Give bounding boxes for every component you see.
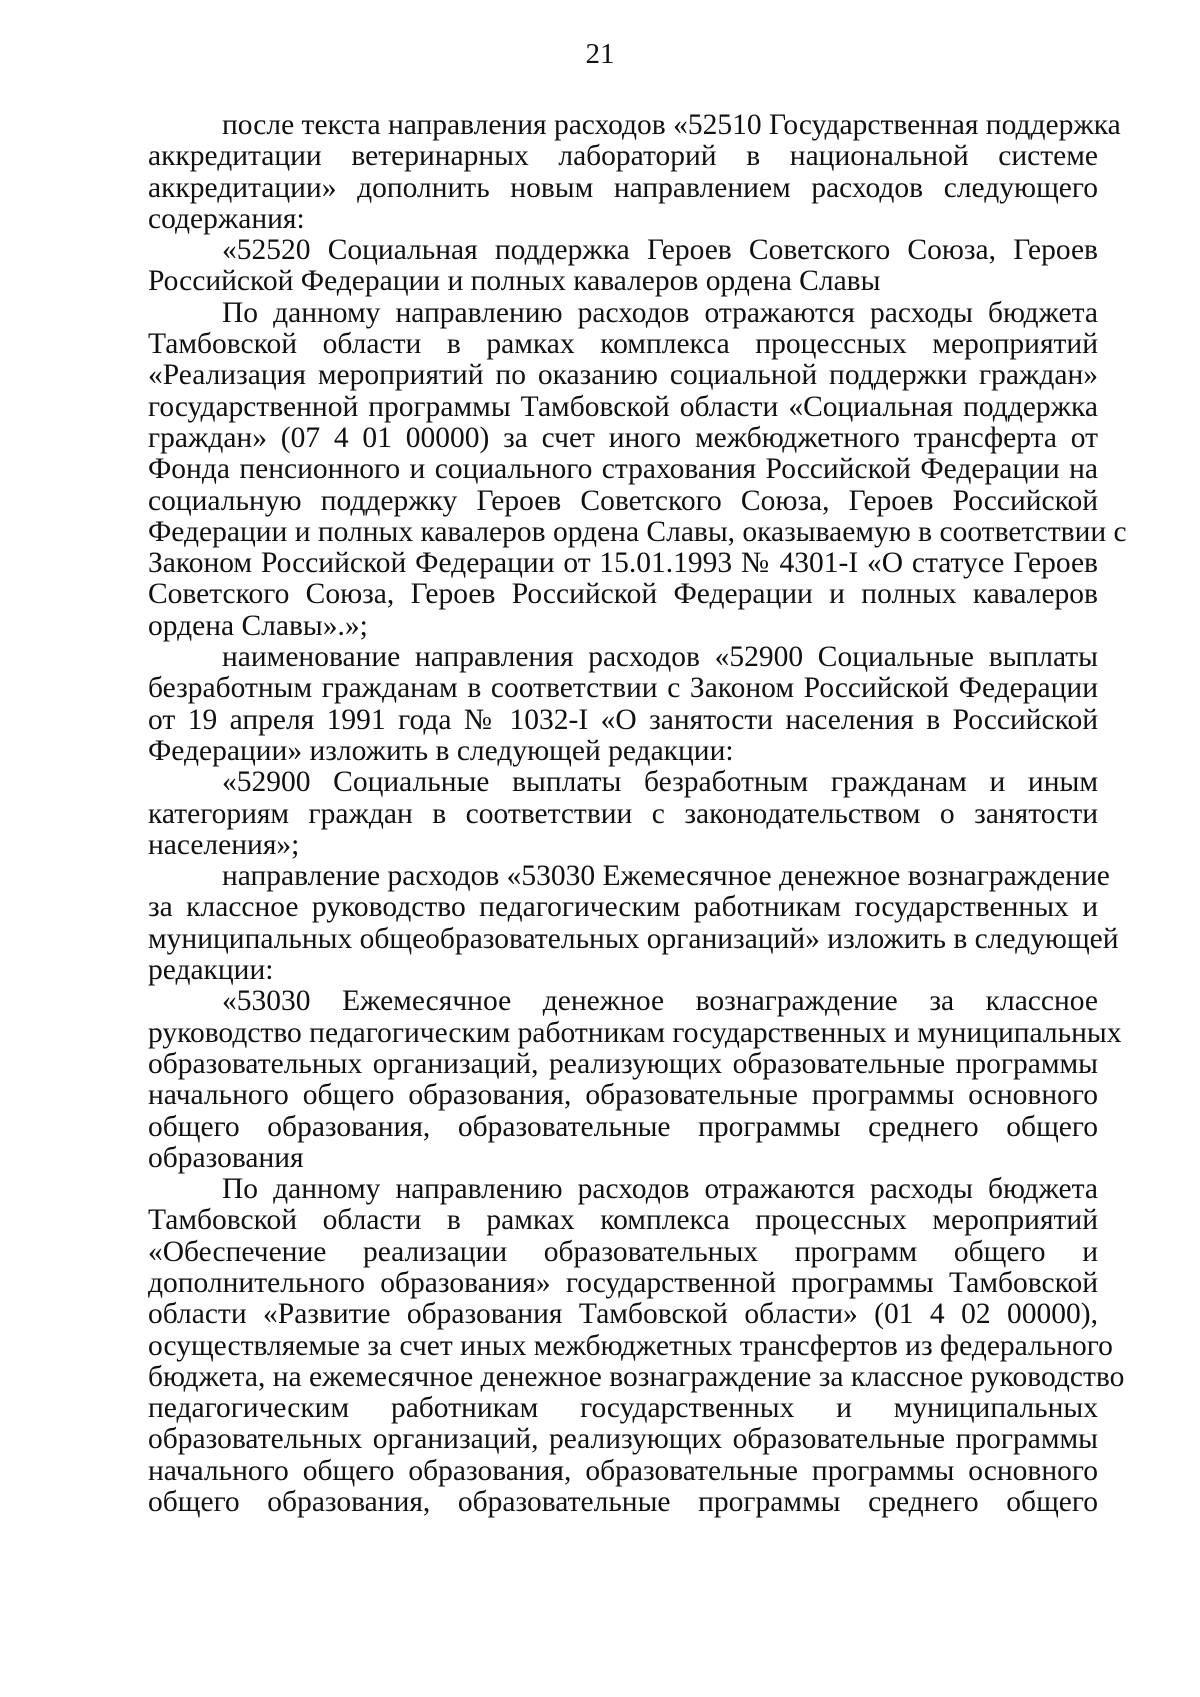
paragraph-p4 [148,642,1098,767]
text-line: от 19 апреля 1991 года № 1032-I «О занятости населения в Российской [148,703,1098,736]
text-line: дополнительного образования» государственной программы Тамбовской [148,1266,1098,1299]
text-line: Тамбовской области в рамках комплекса процессных мероприятий [148,1204,1098,1237]
text-line: «53030 Ежемесячное денежное вознаграждение за классное [222,985,1098,1018]
text-line: «Обеспечение реализации образовательных программ общего и [148,1235,1098,1268]
text-line: Тамбовской области в рамках комплекса процессных мероприятий [148,328,1098,361]
text-line: общего образования, образовательные программы среднего общего [148,1486,1098,1519]
text-line: осуществляемые за счет иных межбюджетных трансфертов из федерального [148,1329,1113,1362]
page-number: 21 [585,38,615,70]
text-line: граждан» (07 4 01 00000) за счет иного межбюджетного трансферта от [148,421,1098,454]
text-line: Законом Российской Федерации от 15.01.1993 № 4301-I «О статусе Героев [148,547,1098,580]
text-line: Федерации» изложить в следующей редакции: [148,734,734,767]
text-line: «52520 Социальная поддержка Героев Советского Союза, Героев [222,234,1098,267]
text-line: начального общего образования, образовательные программы основного [148,1079,1098,1112]
text-line: категориям граждан в соответствии с законодательством о занятости [148,797,1098,830]
text-line: образования [148,1141,304,1174]
paragraph-p2 [148,235,1098,298]
text-line: руководство педагогическим работникам государственных и муниципальных [148,1016,1122,1049]
paragraph-p8 [148,1173,1125,1519]
document-body [148,109,1127,1519]
text-line: образовательных организаций, реализующих образовательные программы [148,1423,1098,1456]
text-line: По данному направлению расходов отражаются расходы бюджета [222,1173,1098,1206]
text-line: ордена Славы».»; [148,609,368,642]
paragraph-p5 [148,767,1098,861]
text-line: за классное руководство педагогическим работникам государственных и [148,891,1098,924]
text-line: бюджета, на ежемесячное денежное вознаграждение за классное руководство [148,1360,1125,1393]
text-line: наименование направления расходов «52900 Социальные выплаты [222,641,1098,674]
text-line: Советского Союза, Героев Российской Федерации и полных кавалеров [148,578,1098,611]
text-line: содержания: [148,202,305,235]
text-line: социальную поддержку Героев Советского Союза, Героев Российской [148,484,1098,517]
text-line: аккредитации» дополнить новым направлением расходов следующего [148,171,1098,204]
text-line: По данному направлению расходов отражаются расходы бюджета [222,296,1098,329]
text-line: области «Развитие образования Тамбовской области» (01 4 02 00000), [148,1298,1098,1331]
text-line: населения»; [148,828,300,861]
text-line: безработным гражданам в соответствии с Законом Российской Федерации [148,672,1098,705]
paragraph-p6 [148,860,1119,987]
text-line: направление расходов «53030 Ежемесячное денежное вознаграждение [222,860,1110,893]
text-line: государственной программы Тамбовской области «Социальная поддержка [148,390,1098,423]
text-line: Российской Федерации и полных кавалеров ордена Славы [148,265,881,298]
text-line: «Реализация мероприятий по оказанию социальной поддержки граждан» [148,359,1098,392]
paragraph-p7 [148,985,1122,1174]
text-line: Фонда пенсионного и социального страхования Российской Федерации на [148,453,1098,486]
text-line: редакции: [148,954,274,987]
text-line: педагогическим работникам государственных и муниципальных [148,1392,1098,1425]
text-line: «52900 Социальные выплаты безработным гражданам и иным [222,766,1098,799]
text-line: начального общего образования, образовательные программы основного [148,1454,1098,1487]
text-line: образовательных организаций, реализующих образовательные программы [148,1047,1098,1080]
text-line: муниципальных общеобразовательных организаций» изложить в следующей [148,922,1119,955]
text-line: после текста направления расходов «52510 Государственная поддержка [222,109,1121,141]
paragraph-p1 [148,109,1121,235]
text-line: Федерации и полных кавалеров ордена Славы, оказываемую в соответствии с [148,515,1127,548]
text-line: аккредитации ветеринарных лабораторий в национальной системе [148,140,1098,173]
paragraph-p3 [148,296,1127,642]
text-line: общего образования, образовательные программы среднего общего [148,1110,1098,1143]
